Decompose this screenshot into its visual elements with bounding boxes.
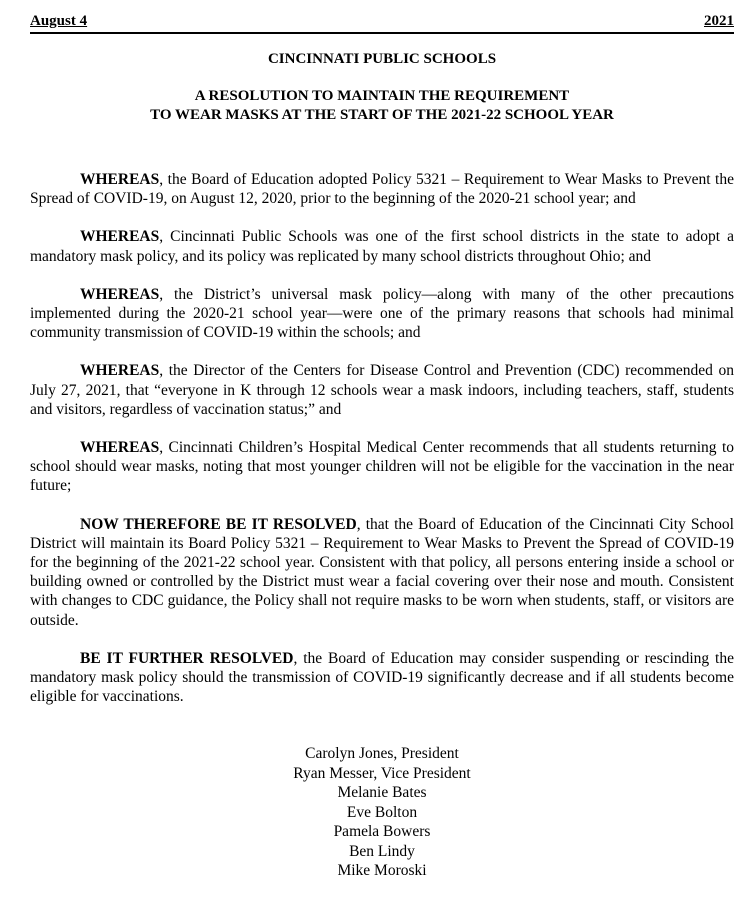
- signer-name: Ryan Messer, Vice President: [293, 764, 471, 782]
- resolution-title-line-1: A RESOLUTION TO MAINTAIN THE REQUIREMENT: [194, 88, 570, 104]
- organization-title: CINCINNATI PUBLIC SCHOOLS: [267, 51, 497, 67]
- paragraph-whereas-4: [30, 361, 734, 419]
- resolution-title-line-2: TO WEAR MASKS AT THE START OF THE 2021-22 SCHOOL YEAR: [150, 107, 614, 123]
- signer-name: Carolyn Jones, President: [305, 745, 459, 763]
- signer-name: Melanie Bates: [337, 784, 427, 802]
- paragraph-resolved: [30, 515, 734, 630]
- resolution-body: [30, 170, 734, 706]
- paragraph-lead: NOW THEREFORE BE IT RESOLVED: [80, 515, 357, 533]
- paragraph-text: , that the Board of Education of the Cincinnati City School District will maintain its Board Policy 5321 – Requirement to Wear Masks to Prevent the Spread of COVID-19 for the beginning of the 2021-22 school year. Consistent with that policy, all persons entering inside a school or building owned or controlled by the District must wear a facial covering over their nose and mouth. Consistent with changes to CDC guidance, the Policy shall not require masks to be worn when students, staff, or visitors are outside.: [30, 515, 734, 629]
- paragraph-whereas-3: [30, 285, 734, 343]
- paragraph-text: , the Board of Education adopted Policy 5321 – Requirement to Wear Masks to Prevent the Spread of COVID-19, on August 12, 2020, prior to the beginning of the 2020-21 school year; and: [30, 171, 734, 208]
- paragraph-text: , the Board of Education may consider suspending or rescinding the mandatory mask policy should the transmission of COVID-19 significantly decrease and if all students become eligible for vaccinations.: [30, 649, 734, 706]
- paragraph-lead: WHEREAS: [80, 439, 160, 457]
- paragraph-whereas-5: [30, 438, 734, 496]
- paragraph-whereas-2: [30, 227, 734, 265]
- board-signers: [30, 744, 734, 880]
- signer-name: Pamela Bowers: [333, 823, 431, 841]
- paragraph-lead: WHEREAS: [80, 362, 160, 380]
- signer-name: Mike Moroski: [337, 861, 427, 879]
- document-page: [30, 0, 734, 880]
- paragraph-lead: BE IT FURTHER RESOLVED: [80, 649, 294, 667]
- paragraph-lead: WHEREAS: [80, 171, 160, 188]
- paragraph-text: , Cincinnati Public Schools was one of the first school districts in the state to adopt a mandatory mask policy, and its policy was replicated by many school districts throughout Ohio; and: [30, 228, 734, 265]
- signer-name: Ben Lindy: [349, 842, 415, 860]
- paragraph-whereas-1: [30, 170, 734, 208]
- paragraph-lead: WHEREAS: [80, 285, 160, 303]
- paragraph-text: , Cincinnati Children’s Hospital Medical Center recommends that all students returning to school should wear masks, noting that most younger children will not be eligible for the vaccination in the near future;: [30, 439, 734, 495]
- paragraph-text: , the Director of the Centers for Disease Control and Prevention (CDC) recommended on July 27, 2021, that “everyone in K through 12 schools wear a mask indoors, including teachers, staff, students and visitors, regardless of vaccination status;” and: [30, 362, 734, 418]
- header-date: August 4: [30, 13, 88, 29]
- paragraph-text: , the District’s universal mask policy—along with many of the other precautions implemented during the 2020-21 school year—were one of the primary reasons that schools had minimal community transmission of COVID-19 within the schools; and: [30, 285, 734, 342]
- signer-name: Eve Bolton: [346, 803, 418, 821]
- header-year: 2021: [704, 13, 734, 29]
- paragraph-lead: WHEREAS: [80, 228, 160, 246]
- resolution-title: [30, 87, 734, 125]
- page-header: [30, 0, 734, 34]
- paragraph-further-resolved: [30, 649, 734, 707]
